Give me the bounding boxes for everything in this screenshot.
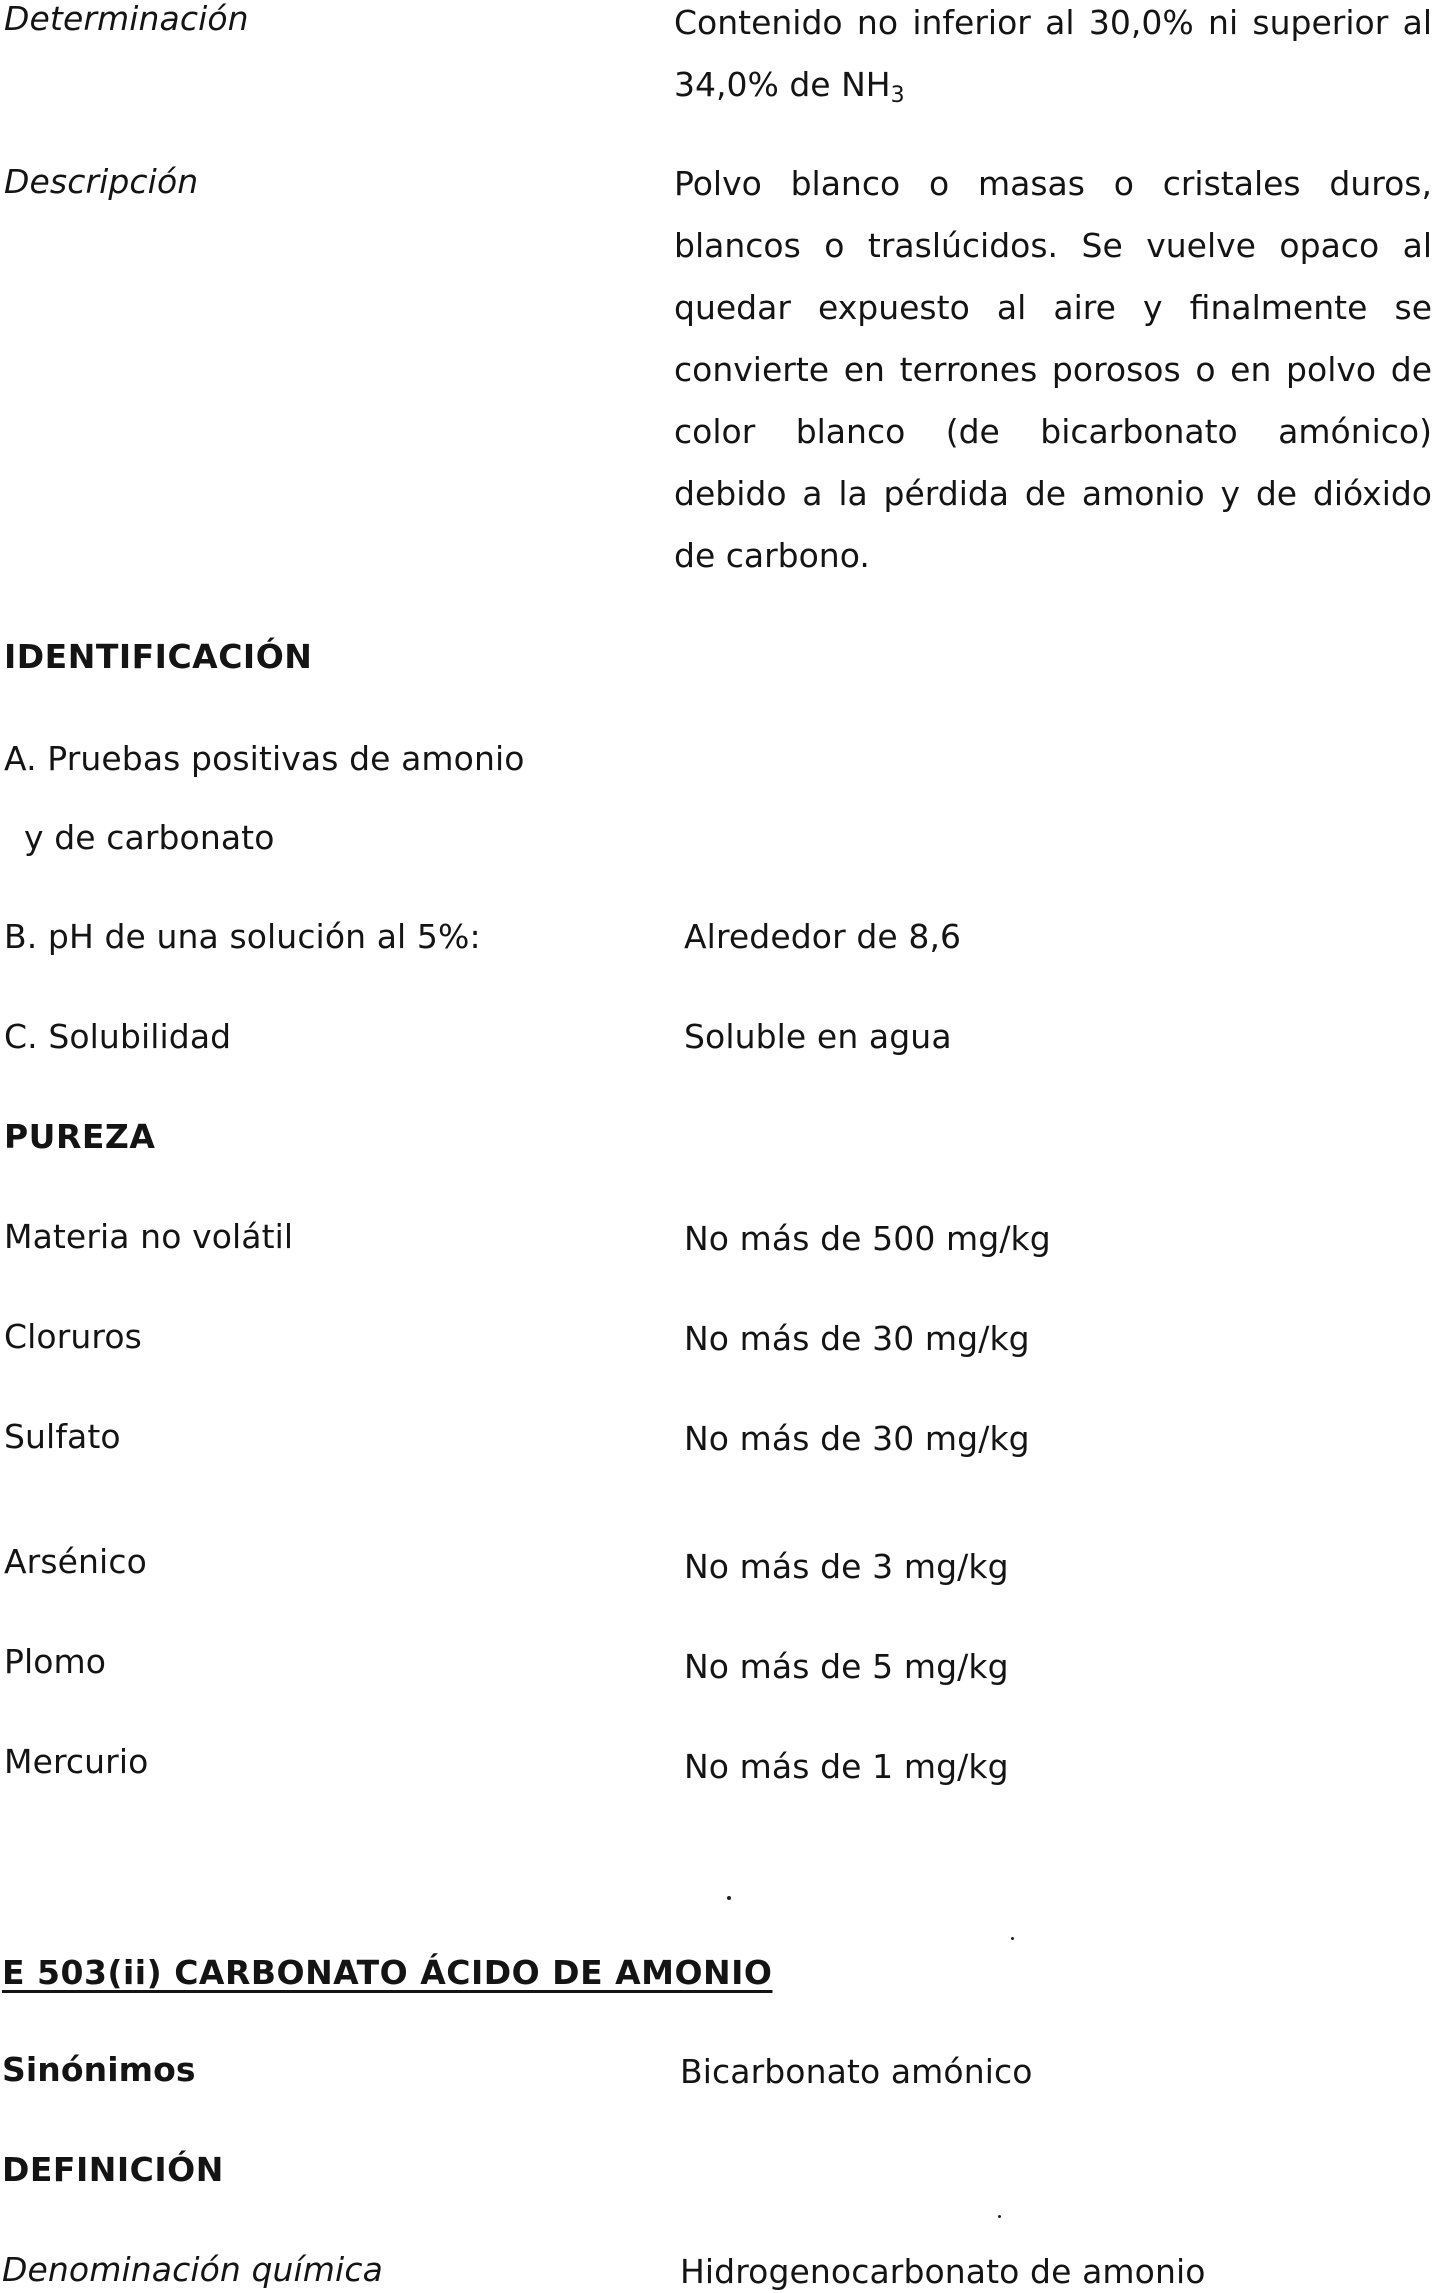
nh3-subscript: 3	[890, 83, 905, 108]
scan-speck	[1011, 1937, 1014, 1940]
pureza-item-value: No más de 30 mg/kg	[684, 1419, 1030, 1458]
pureza-heading: PUREZA	[4, 1117, 156, 1156]
identificacion-a-line2: y de carbonato	[24, 818, 275, 857]
e503ii-title: E 503(ii) CARBONATO ÁCIDO DE AMONIO	[2, 1953, 773, 1992]
pureza-item-value: No más de 30 mg/kg	[684, 1319, 1030, 1358]
pureza-item-value: No más de 5 mg/kg	[684, 1647, 1009, 1686]
identificacion-heading: IDENTIFICACIÓN	[4, 637, 313, 676]
pureza-item-value: No más de 1 mg/kg	[684, 1747, 1009, 1786]
scan-speck	[727, 1896, 731, 1900]
identificacion-b-label: B. pH de una solución al 5%:	[4, 917, 481, 956]
pureza-item-label: Sulfato	[4, 1417, 121, 1456]
identificacion-c-value: Soluble en agua	[684, 1017, 952, 1056]
scan-speck	[998, 2215, 1001, 2218]
descripcion-value: Polvo blanco o masas o cristales duros, blancos o traslúcidos. Se vuelve opaco al quedar expuesto al aire y finalmente se convierte en terrones porosos o en polvo de color blanco (de bicarbonato amónico) debido a la pérdida de amonio y de dióxido de carbono.	[674, 164, 1432, 575]
denominacion-quimica-label: Denominación química	[2, 2250, 383, 2289]
identificacion-b-value: Alrededor de 8,6	[684, 917, 962, 956]
pureza-item-value: No más de 3 mg/kg	[684, 1547, 1009, 1586]
determinacion-value: Contenido no inferior al 30,0% ni superior al 34,0% de $NH_3$	[674, 3, 1432, 108]
identificacion-a-line1: A. Pruebas positivas de amonio	[4, 739, 525, 778]
pureza-item-label: Mercurio	[4, 1742, 149, 1781]
descripcion-label: Descripción	[4, 162, 199, 201]
denominacion-quimica-value: Hidrogenocarbonato de amonio	[680, 2252, 1206, 2291]
pureza-item-label: Arsénico	[4, 1542, 147, 1581]
sinonimos-value: Bicarbonato amónico	[680, 2052, 1033, 2091]
determinacion-label: Determinación	[4, 0, 249, 38]
identificacion-c-label: C. Solubilidad	[4, 1017, 232, 1056]
definicion-heading: DEFINICIÓN	[2, 2150, 224, 2189]
pureza-item-value: No más de 500 mg/kg	[684, 1219, 1051, 1258]
pureza-item-label: Plomo	[4, 1642, 107, 1681]
pureza-item-label: Cloruros	[4, 1317, 142, 1356]
sinonimos-label: Sinónimos	[2, 2050, 196, 2089]
pureza-item-label: Materia no volátil	[4, 1217, 294, 1256]
